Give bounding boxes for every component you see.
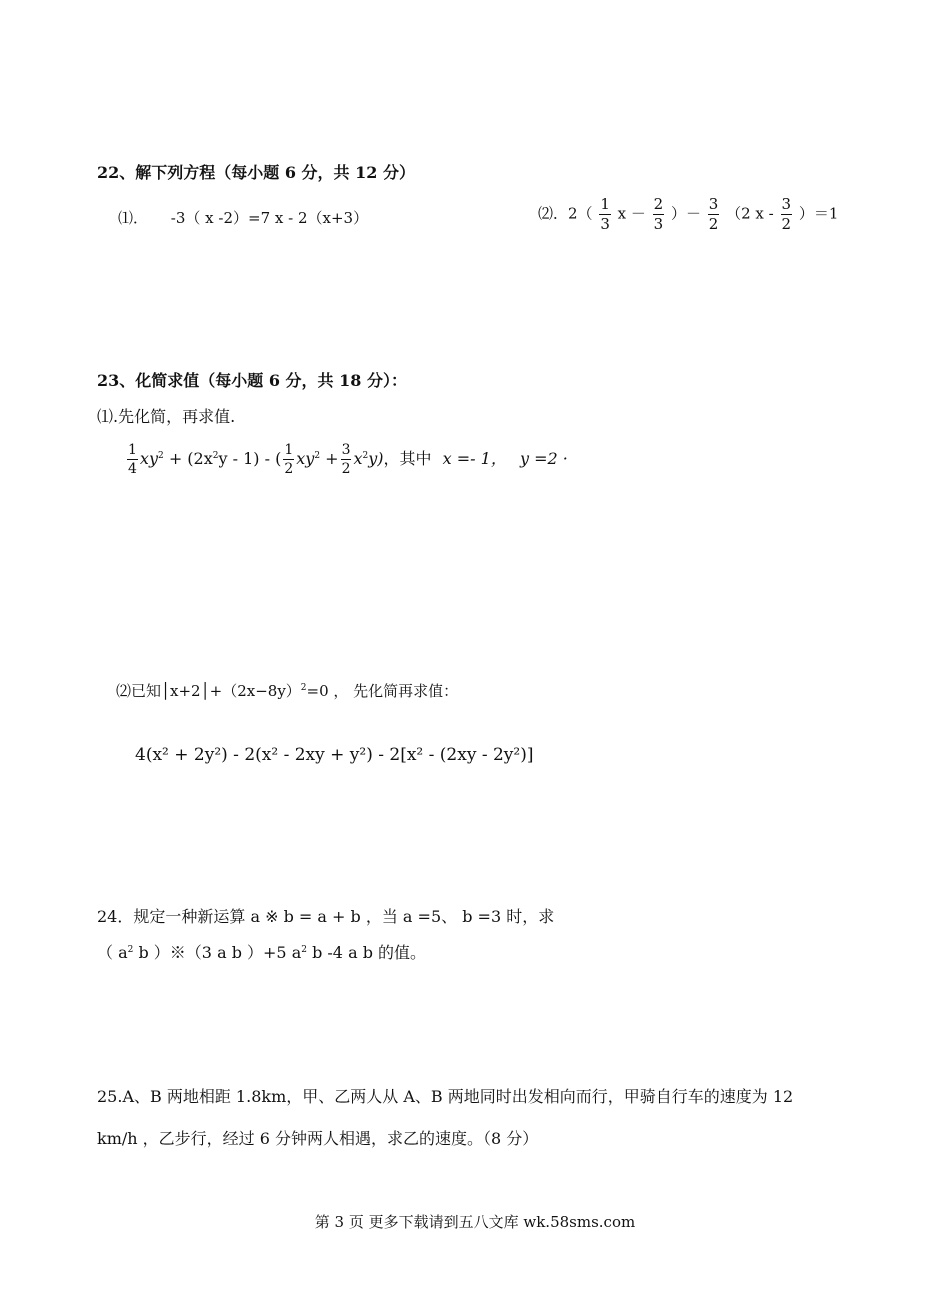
q22-part2-frac4 bbox=[781, 197, 793, 232]
expr1-frac3-num: 3 bbox=[341, 442, 351, 458]
q23-part1-label: ⑴.先化简，再求值. bbox=[97, 407, 236, 426]
q22-frac2-den: 3 bbox=[653, 215, 664, 233]
q24-line2-exp1: 2 bbox=[127, 945, 134, 955]
expr1-term1-exp: 2 bbox=[157, 451, 164, 461]
expr1-frac3-den: 2 bbox=[341, 461, 351, 477]
q23-part2-label-a: ⑵已知│x+2│+（2x−8y） bbox=[116, 682, 301, 700]
q22-part2-frac1 bbox=[599, 197, 611, 232]
expr1-term2-open: + (2x bbox=[168, 449, 213, 468]
expr1-y-value: y =2 · bbox=[519, 449, 568, 468]
expr1-term1: xy bbox=[139, 449, 158, 468]
q24-line2-a: （ a bbox=[97, 943, 128, 962]
q22-frac4-den: 2 bbox=[781, 215, 792, 233]
expr1-term2-rest: y - 1) - ( bbox=[218, 449, 282, 468]
expr1-frac1 bbox=[127, 443, 138, 476]
expr1-term4-exp: 2 bbox=[362, 451, 369, 461]
q22-part2-frac2 bbox=[653, 197, 665, 232]
q22-part1 bbox=[118, 207, 368, 228]
q23-part2-label-b: =0 ， 先化简再求值： bbox=[306, 682, 459, 700]
q22-frac1-den: 3 bbox=[600, 215, 610, 233]
expr1-frac2 bbox=[283, 443, 294, 476]
q25-line2: km/h ，乙步行，经过 6 分钟两人相遇，求乙的速度。（8 分） bbox=[97, 1129, 539, 1148]
expr1-frac3 bbox=[341, 443, 352, 476]
q22-part2-mid3: （2 x - bbox=[726, 204, 774, 223]
expr1-term3: xy bbox=[296, 449, 315, 468]
page-footer: 第 3 页 更多下载请到五八文库 wk.58sms.com bbox=[314, 1213, 636, 1231]
q23-part2-label bbox=[116, 680, 458, 701]
q24-line2-b: b ）※（3 a b ）+5 a bbox=[138, 943, 302, 962]
expr1-frac2-num: 1 bbox=[284, 442, 294, 458]
q23-expression2: 4(x² + 2y²) - 2(x² - 2xy + y²) - 2[x² - (2xy - 2y²)] bbox=[135, 745, 534, 765]
expr1-x-value: x =- 1， bbox=[442, 449, 507, 468]
q22-part2-end: ）＝1 bbox=[798, 204, 839, 223]
q22-part2-frac3 bbox=[708, 197, 720, 232]
q22-part2-mid1: x － bbox=[617, 204, 646, 223]
q25-line1: 25.A、B 两地相距 1.8km，甲、乙两人从 A、B 两地同时出发相向而行，甲骑自行车的速度为 12 bbox=[97, 1087, 794, 1106]
q24-line2-c: b -4 a b 的值。 bbox=[312, 943, 427, 962]
q22-heading: 22、解下列方程（每小题 6 分，共 12 分） bbox=[97, 163, 415, 182]
q23-part2-exp: 2 bbox=[300, 683, 307, 693]
expr1-where: ，其中 bbox=[383, 449, 432, 468]
expr1-frac1-den: 4 bbox=[128, 461, 137, 477]
q22-part1-equation: -3（ x -2）=7 x - 2（x+3） bbox=[170, 209, 369, 227]
q24-line2-exp2: 2 bbox=[301, 945, 307, 955]
q22-frac1-num: 1 bbox=[600, 195, 610, 213]
q22-part2-mid2: ）－ bbox=[671, 204, 702, 223]
q22-part2 bbox=[538, 197, 838, 232]
q22-frac4-num: 3 bbox=[781, 195, 792, 213]
q23-expression1 bbox=[125, 443, 568, 476]
expr1-frac1-num: 1 bbox=[128, 442, 137, 458]
q22-frac3-den: 2 bbox=[708, 215, 719, 233]
q22-frac3-num: 3 bbox=[708, 195, 719, 213]
expr1-frac2-den: 2 bbox=[284, 461, 294, 477]
q24-line1: 24．规定一种新运算 a ※ b = a + b ，当 a =5、 b =3 时，求 bbox=[97, 907, 555, 926]
expr1-term2-exp: 2 bbox=[212, 451, 219, 461]
expr1-term4-rest: y) bbox=[368, 449, 384, 468]
q24-line2 bbox=[97, 940, 426, 963]
expr1-term4: x bbox=[353, 449, 363, 468]
q22-part2-label: ⑵．2（ bbox=[538, 204, 593, 223]
expr1-term3-exp: 2 bbox=[314, 451, 321, 461]
q22-frac2-num: 2 bbox=[653, 195, 664, 213]
q23-heading: 23、化简求值（每小题 6 分，共 18 分）： bbox=[97, 371, 407, 390]
q22-part1-label: ⑴． bbox=[118, 209, 149, 227]
expr1-plus: + bbox=[325, 449, 339, 468]
